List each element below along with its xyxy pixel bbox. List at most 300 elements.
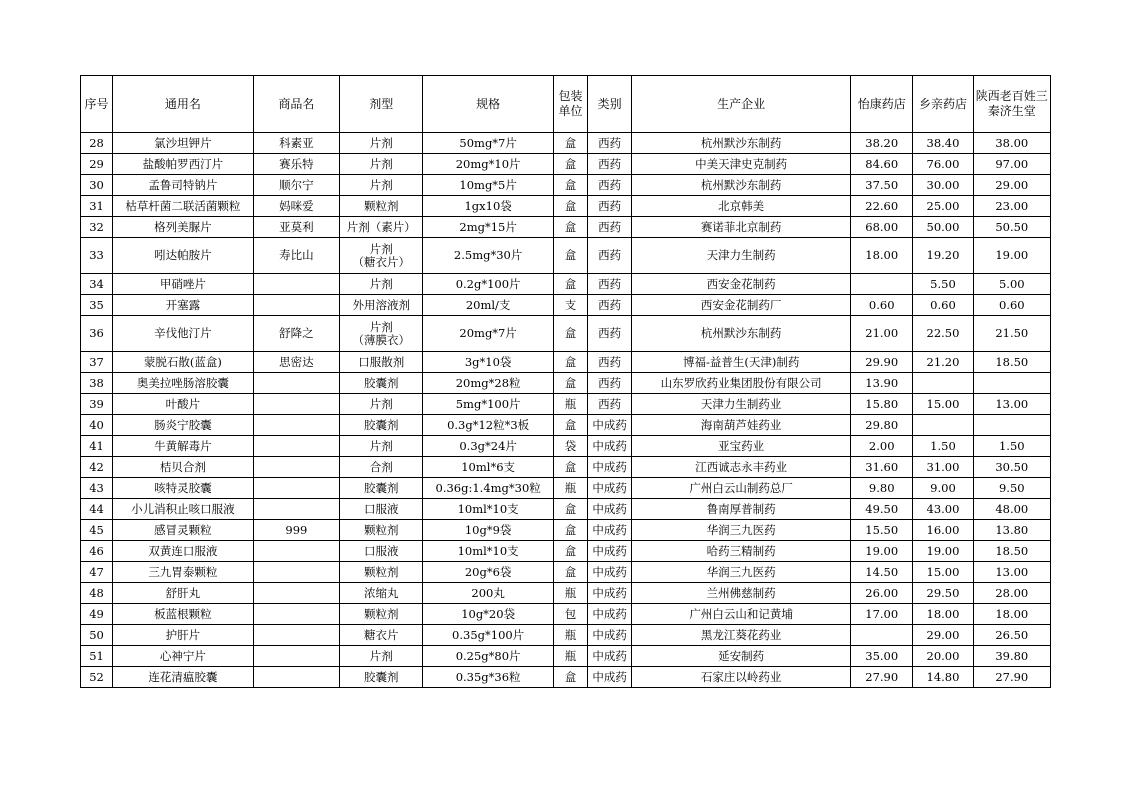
category-cell: 西药 xyxy=(588,295,632,316)
dosage-form-cell: 片剂 （糖衣片） xyxy=(340,238,423,274)
price-laobaixing-cell: 97.00 xyxy=(973,154,1050,175)
price-xiangqin-cell xyxy=(913,373,973,394)
dosage-form-cell: 颗粒剂 xyxy=(340,196,423,217)
generic-name-cell: 枯草杆菌二联活菌颗粒 xyxy=(113,196,254,217)
package-unit-cell: 盒 xyxy=(553,154,587,175)
category-cell: 中成药 xyxy=(588,604,632,625)
manufacturer-cell: 天津力生制药业 xyxy=(632,394,851,415)
table-row xyxy=(81,667,1051,688)
table-row xyxy=(81,625,1051,646)
manufacturer-cell: 西安金花制药 xyxy=(632,274,851,295)
specification-cell: 20mg*28粒 xyxy=(423,373,554,394)
dosage-form-cell: 片剂 xyxy=(340,154,423,175)
generic-name-cell: 吲达帕胺片 xyxy=(113,238,254,274)
brand-name-cell xyxy=(253,457,339,478)
drug-price-table xyxy=(80,75,1051,688)
category-cell: 中成药 xyxy=(588,646,632,667)
package-unit-cell: 盒 xyxy=(553,373,587,394)
brand-name-cell: 赛乐特 xyxy=(253,154,339,175)
dosage-form-cell: 片剂 xyxy=(340,133,423,154)
price-xiangqin-cell xyxy=(913,415,973,436)
category-cell: 西药 xyxy=(588,316,632,352)
package-unit-cell: 盒 xyxy=(553,175,587,196)
brand-name-cell xyxy=(253,499,339,520)
brand-name-cell: 999 xyxy=(253,520,339,541)
row-number-cell: 31 xyxy=(81,196,113,217)
price-laobaixing-cell: 18.50 xyxy=(973,541,1050,562)
category-cell: 中成药 xyxy=(588,625,632,646)
row-number-cell: 42 xyxy=(81,457,113,478)
brand-name-cell: 亚莫利 xyxy=(253,217,339,238)
price-yikang-cell: 84.60 xyxy=(851,154,913,175)
package-unit-cell: 瓶 xyxy=(553,394,587,415)
package-unit-cell: 盒 xyxy=(553,217,587,238)
manufacturer-cell: 华润三九医药 xyxy=(632,562,851,583)
row-number-cell: 37 xyxy=(81,352,113,373)
price-yikang-cell: 15.80 xyxy=(851,394,913,415)
table-row xyxy=(81,154,1051,175)
row-number-cell: 32 xyxy=(81,217,113,238)
specification-cell: 0.35g*36粒 xyxy=(423,667,554,688)
manufacturer-cell: 天津力生制药 xyxy=(632,238,851,274)
specification-cell: 20g*6袋 xyxy=(423,562,554,583)
specification-cell: 20mg*10片 xyxy=(423,154,554,175)
price-xiangqin-cell: 19.00 xyxy=(913,541,973,562)
brand-name-cell: 寿比山 xyxy=(253,238,339,274)
price-yikang-cell: 35.00 xyxy=(851,646,913,667)
specification-cell: 5mg*100片 xyxy=(423,394,554,415)
table-body xyxy=(81,133,1051,688)
category-cell: 西药 xyxy=(588,154,632,175)
table-row xyxy=(81,274,1051,295)
manufacturer-cell: 杭州默沙东制药 xyxy=(632,316,851,352)
category-cell: 西药 xyxy=(588,217,632,238)
price-laobaixing-cell: 50.50 xyxy=(973,217,1050,238)
category-cell: 西药 xyxy=(588,373,632,394)
price-xiangqin-cell: 22.50 xyxy=(913,316,973,352)
dosage-form-cell: 口服液 xyxy=(340,499,423,520)
manufacturer-cell: 延安制药 xyxy=(632,646,851,667)
price-xiangqin-cell: 20.00 xyxy=(913,646,973,667)
generic-name-cell: 心神宁片 xyxy=(113,646,254,667)
header-cell: 类别 xyxy=(588,76,632,133)
row-number-cell: 45 xyxy=(81,520,113,541)
package-unit-cell: 瓶 xyxy=(553,625,587,646)
brand-name-cell xyxy=(253,646,339,667)
dosage-form-cell: 片剂 xyxy=(340,436,423,457)
table-row xyxy=(81,478,1051,499)
category-cell: 中成药 xyxy=(588,541,632,562)
table-row xyxy=(81,562,1051,583)
table-row xyxy=(81,583,1051,604)
price-xiangqin-cell: 29.50 xyxy=(913,583,973,604)
generic-name-cell: 辛伐他汀片 xyxy=(113,316,254,352)
dosage-form-cell: 浓缩丸 xyxy=(340,583,423,604)
row-number-cell: 33 xyxy=(81,238,113,274)
price-xiangqin-cell: 0.60 xyxy=(913,295,973,316)
manufacturer-cell: 哈药三精制药 xyxy=(632,541,851,562)
brand-name-cell xyxy=(253,604,339,625)
price-xiangqin-cell: 29.00 xyxy=(913,625,973,646)
category-cell: 中成药 xyxy=(588,436,632,457)
category-cell: 西药 xyxy=(588,394,632,415)
specification-cell: 3g*10袋 xyxy=(423,352,554,373)
package-unit-cell: 盒 xyxy=(553,499,587,520)
price-yikang-cell xyxy=(851,274,913,295)
table-row xyxy=(81,133,1051,154)
category-cell: 中成药 xyxy=(588,457,632,478)
brand-name-cell xyxy=(253,394,339,415)
price-laobaixing-cell xyxy=(973,373,1050,394)
price-laobaixing-cell: 13.80 xyxy=(973,520,1050,541)
price-xiangqin-cell: 18.00 xyxy=(913,604,973,625)
price-laobaixing-cell: 29.00 xyxy=(973,175,1050,196)
generic-name-cell: 牛黄解毒片 xyxy=(113,436,254,457)
brand-name-cell: 顺尔宁 xyxy=(253,175,339,196)
brand-name-cell xyxy=(253,667,339,688)
row-number-cell: 48 xyxy=(81,583,113,604)
price-laobaixing-cell: 30.50 xyxy=(973,457,1050,478)
specification-cell: 10ml*10支 xyxy=(423,541,554,562)
package-unit-cell: 盒 xyxy=(553,238,587,274)
header-cell: 剂型 xyxy=(340,76,423,133)
table-row xyxy=(81,541,1051,562)
price-laobaixing-cell: 38.00 xyxy=(973,133,1050,154)
row-number-cell: 34 xyxy=(81,274,113,295)
manufacturer-cell: 亚宝药业 xyxy=(632,436,851,457)
category-cell: 中成药 xyxy=(588,667,632,688)
price-yikang-cell: 15.50 xyxy=(851,520,913,541)
specification-cell: 200丸 xyxy=(423,583,554,604)
price-xiangqin-cell: 14.80 xyxy=(913,667,973,688)
price-yikang-cell: 27.90 xyxy=(851,667,913,688)
specification-cell: 2.5mg*30片 xyxy=(423,238,554,274)
price-laobaixing-cell: 21.50 xyxy=(973,316,1050,352)
row-number-cell: 30 xyxy=(81,175,113,196)
brand-name-cell xyxy=(253,415,339,436)
category-cell: 中成药 xyxy=(588,478,632,499)
generic-name-cell: 叶酸片 xyxy=(113,394,254,415)
manufacturer-cell: 海南葫芦娃药业 xyxy=(632,415,851,436)
dosage-form-cell: 外用溶液剂 xyxy=(340,295,423,316)
price-xiangqin-cell: 9.00 xyxy=(913,478,973,499)
header-cell: 乡亲药店 xyxy=(913,76,973,133)
price-laobaixing-cell: 39.80 xyxy=(973,646,1050,667)
price-laobaixing-cell: 19.00 xyxy=(973,238,1050,274)
brand-name-cell xyxy=(253,625,339,646)
specification-cell: 0.35g*100片 xyxy=(423,625,554,646)
table-row xyxy=(81,394,1051,415)
row-number-cell: 46 xyxy=(81,541,113,562)
brand-name-cell xyxy=(253,478,339,499)
price-yikang-cell: 29.80 xyxy=(851,415,913,436)
dosage-form-cell: 片剂 （薄膜衣） xyxy=(340,316,423,352)
brand-name-cell xyxy=(253,274,339,295)
package-unit-cell: 瓶 xyxy=(553,583,587,604)
price-yikang-cell: 0.60 xyxy=(851,295,913,316)
category-cell: 中成药 xyxy=(588,499,632,520)
dosage-form-cell: 颗粒剂 xyxy=(340,562,423,583)
manufacturer-cell: 杭州默沙东制药 xyxy=(632,133,851,154)
price-xiangqin-cell: 5.50 xyxy=(913,274,973,295)
price-yikang-cell: 68.00 xyxy=(851,217,913,238)
generic-name-cell: 奥美拉唑肠溶胶囊 xyxy=(113,373,254,394)
specification-cell: 10ml*6支 xyxy=(423,457,554,478)
generic-name-cell: 肠炎宁胶囊 xyxy=(113,415,254,436)
table-row xyxy=(81,238,1051,274)
price-yikang-cell: 38.20 xyxy=(851,133,913,154)
table-row xyxy=(81,175,1051,196)
generic-name-cell: 连花清瘟胶囊 xyxy=(113,667,254,688)
package-unit-cell: 盒 xyxy=(553,196,587,217)
manufacturer-cell: 鲁南厚普制药 xyxy=(632,499,851,520)
table-row xyxy=(81,196,1051,217)
specification-cell: 0.36g:1.4mg*30粒 xyxy=(423,478,554,499)
generic-name-cell: 开塞露 xyxy=(113,295,254,316)
row-number-cell: 49 xyxy=(81,604,113,625)
category-cell: 中成药 xyxy=(588,583,632,604)
header-cell: 怡康药店 xyxy=(851,76,913,133)
price-yikang-cell: 13.90 xyxy=(851,373,913,394)
price-yikang-cell: 31.60 xyxy=(851,457,913,478)
price-xiangqin-cell: 16.00 xyxy=(913,520,973,541)
manufacturer-cell: 博福-益普生(天津)制药 xyxy=(632,352,851,373)
generic-name-cell: 桔贝合剂 xyxy=(113,457,254,478)
specification-cell: 10g*20袋 xyxy=(423,604,554,625)
manufacturer-cell: 山东罗欣药业集团股份有限公司 xyxy=(632,373,851,394)
price-xiangqin-cell: 15.00 xyxy=(913,562,973,583)
generic-name-cell: 蒙脱石散(蓝盒) xyxy=(113,352,254,373)
table-row xyxy=(81,316,1051,352)
table-row xyxy=(81,604,1051,625)
row-number-cell: 28 xyxy=(81,133,113,154)
header-cell: 生产企业 xyxy=(632,76,851,133)
specification-cell: 0.3g*12粒*3板 xyxy=(423,415,554,436)
manufacturer-cell: 华润三九医药 xyxy=(632,520,851,541)
table-row xyxy=(81,436,1051,457)
generic-name-cell: 格列美脲片 xyxy=(113,217,254,238)
row-number-cell: 50 xyxy=(81,625,113,646)
dosage-form-cell: 颗粒剂 xyxy=(340,604,423,625)
category-cell: 中成药 xyxy=(588,562,632,583)
dosage-form-cell: 片剂 xyxy=(340,175,423,196)
category-cell: 西药 xyxy=(588,133,632,154)
price-laobaixing-cell: 13.00 xyxy=(973,394,1050,415)
row-number-cell: 41 xyxy=(81,436,113,457)
price-yikang-cell: 22.60 xyxy=(851,196,913,217)
price-laobaixing-cell: 18.50 xyxy=(973,352,1050,373)
package-unit-cell: 盒 xyxy=(553,562,587,583)
manufacturer-cell: 杭州默沙东制药 xyxy=(632,175,851,196)
generic-name-cell: 孟鲁司特钠片 xyxy=(113,175,254,196)
row-number-cell: 29 xyxy=(81,154,113,175)
dosage-form-cell: 合剂 xyxy=(340,457,423,478)
price-laobaixing-cell: 13.00 xyxy=(973,562,1050,583)
table-row xyxy=(81,415,1051,436)
row-number-cell: 52 xyxy=(81,667,113,688)
package-unit-cell: 盒 xyxy=(553,352,587,373)
package-unit-cell: 袋 xyxy=(553,436,587,457)
package-unit-cell: 盒 xyxy=(553,133,587,154)
price-xiangqin-cell: 21.20 xyxy=(913,352,973,373)
brand-name-cell xyxy=(253,562,339,583)
category-cell: 西药 xyxy=(588,196,632,217)
brand-name-cell: 思密达 xyxy=(253,352,339,373)
price-yikang-cell: 14.50 xyxy=(851,562,913,583)
manufacturer-cell: 中美天津史克制药 xyxy=(632,154,851,175)
row-number-cell: 47 xyxy=(81,562,113,583)
manufacturer-cell: 江西诚志永丰药业 xyxy=(632,457,851,478)
price-laobaixing-cell: 0.60 xyxy=(973,295,1050,316)
package-unit-cell: 盒 xyxy=(553,667,587,688)
price-yikang-cell: 26.00 xyxy=(851,583,913,604)
dosage-form-cell: 片剂 xyxy=(340,394,423,415)
price-xiangqin-cell: 30.00 xyxy=(913,175,973,196)
price-yikang-cell: 49.50 xyxy=(851,499,913,520)
row-number-cell: 39 xyxy=(81,394,113,415)
price-yikang-cell: 9.80 xyxy=(851,478,913,499)
generic-name-cell: 小儿消积止咳口服液 xyxy=(113,499,254,520)
category-cell: 中成药 xyxy=(588,520,632,541)
price-yikang-cell: 37.50 xyxy=(851,175,913,196)
package-unit-cell: 盒 xyxy=(553,415,587,436)
brand-name-cell xyxy=(253,436,339,457)
brand-name-cell xyxy=(253,541,339,562)
dosage-form-cell: 口服散剂 xyxy=(340,352,423,373)
dosage-form-cell: 片剂（素片） xyxy=(340,217,423,238)
table-row xyxy=(81,646,1051,667)
package-unit-cell: 支 xyxy=(553,295,587,316)
dosage-form-cell: 胶囊剂 xyxy=(340,478,423,499)
price-xiangqin-cell: 43.00 xyxy=(913,499,973,520)
manufacturer-cell: 赛诺菲北京制药 xyxy=(632,217,851,238)
brand-name-cell xyxy=(253,373,339,394)
price-xiangqin-cell: 50.00 xyxy=(913,217,973,238)
specification-cell: 50mg*7片 xyxy=(423,133,554,154)
price-yikang-cell xyxy=(851,625,913,646)
dosage-form-cell: 颗粒剂 xyxy=(340,520,423,541)
price-laobaixing-cell xyxy=(973,415,1050,436)
category-cell: 西药 xyxy=(588,175,632,196)
table-row xyxy=(81,295,1051,316)
category-cell: 西药 xyxy=(588,352,632,373)
table-row xyxy=(81,217,1051,238)
dosage-form-cell: 口服液 xyxy=(340,541,423,562)
generic-name-cell: 甲硝唑片 xyxy=(113,274,254,295)
price-laobaixing-cell: 5.00 xyxy=(973,274,1050,295)
price-laobaixing-cell: 9.50 xyxy=(973,478,1050,499)
header-cell: 包装单位 xyxy=(553,76,587,133)
price-laobaixing-cell: 27.90 xyxy=(973,667,1050,688)
manufacturer-cell: 西安金花制药厂 xyxy=(632,295,851,316)
package-unit-cell: 瓶 xyxy=(553,478,587,499)
dosage-form-cell: 胶囊剂 xyxy=(340,667,423,688)
manufacturer-cell: 北京韩美 xyxy=(632,196,851,217)
package-unit-cell: 盒 xyxy=(553,520,587,541)
generic-name-cell: 盐酸帕罗西汀片 xyxy=(113,154,254,175)
package-unit-cell: 瓶 xyxy=(553,646,587,667)
dosage-form-cell: 片剂 xyxy=(340,646,423,667)
price-yikang-cell: 29.90 xyxy=(851,352,913,373)
price-laobaixing-cell: 1.50 xyxy=(973,436,1050,457)
package-unit-cell: 盒 xyxy=(553,457,587,478)
row-number-cell: 43 xyxy=(81,478,113,499)
price-laobaixing-cell: 48.00 xyxy=(973,499,1050,520)
brand-name-cell xyxy=(253,295,339,316)
generic-name-cell: 板蓝根颗粒 xyxy=(113,604,254,625)
specification-cell: 10mg*5片 xyxy=(423,175,554,196)
price-laobaixing-cell: 26.50 xyxy=(973,625,1050,646)
table-row xyxy=(81,373,1051,394)
price-laobaixing-cell: 28.00 xyxy=(973,583,1050,604)
price-laobaixing-cell: 23.00 xyxy=(973,196,1050,217)
table-row xyxy=(81,457,1051,478)
specification-cell: 0.3g*24片 xyxy=(423,436,554,457)
generic-name-cell: 感冒灵颗粒 xyxy=(113,520,254,541)
brand-name-cell: 妈咪爱 xyxy=(253,196,339,217)
header-cell: 序号 xyxy=(81,76,113,133)
category-cell: 中成药 xyxy=(588,415,632,436)
specification-cell: 1gx10袋 xyxy=(423,196,554,217)
price-xiangqin-cell: 1.50 xyxy=(913,436,973,457)
specification-cell: 10ml*10支 xyxy=(423,499,554,520)
table-row xyxy=(81,499,1051,520)
dosage-form-cell: 糖衣片 xyxy=(340,625,423,646)
manufacturer-cell: 石家庄以岭药业 xyxy=(632,667,851,688)
price-xiangqin-cell: 38.40 xyxy=(913,133,973,154)
category-cell: 西药 xyxy=(588,274,632,295)
package-unit-cell: 盒 xyxy=(553,274,587,295)
generic-name-cell: 三九胃泰颗粒 xyxy=(113,562,254,583)
dosage-form-cell: 片剂 xyxy=(340,274,423,295)
manufacturer-cell: 黑龙江葵花药业 xyxy=(632,625,851,646)
generic-name-cell: 氯沙坦钾片 xyxy=(113,133,254,154)
table-row xyxy=(81,352,1051,373)
header-cell: 商品名 xyxy=(253,76,339,133)
header-row xyxy=(81,76,1051,133)
row-number-cell: 38 xyxy=(81,373,113,394)
row-number-cell: 36 xyxy=(81,316,113,352)
generic-name-cell: 双黄连口服液 xyxy=(113,541,254,562)
package-unit-cell: 盒 xyxy=(553,316,587,352)
generic-name-cell: 咳特灵胶囊 xyxy=(113,478,254,499)
price-yikang-cell: 18.00 xyxy=(851,238,913,274)
specification-cell: 20ml/支 xyxy=(423,295,554,316)
manufacturer-cell: 兰州佛慈制药 xyxy=(632,583,851,604)
price-xiangqin-cell: 25.00 xyxy=(913,196,973,217)
brand-name-cell: 科素亚 xyxy=(253,133,339,154)
specification-cell: 0.25g*80片 xyxy=(423,646,554,667)
specification-cell: 20mg*7片 xyxy=(423,316,554,352)
price-xiangqin-cell: 19.20 xyxy=(913,238,973,274)
brand-name-cell xyxy=(253,583,339,604)
header-cell: 规格 xyxy=(423,76,554,133)
package-unit-cell: 包 xyxy=(553,604,587,625)
price-xiangqin-cell: 15.00 xyxy=(913,394,973,415)
price-xiangqin-cell: 76.00 xyxy=(913,154,973,175)
package-unit-cell: 盒 xyxy=(553,541,587,562)
price-yikang-cell: 2.00 xyxy=(851,436,913,457)
price-yikang-cell: 21.00 xyxy=(851,316,913,352)
dosage-form-cell: 胶囊剂 xyxy=(340,415,423,436)
row-number-cell: 44 xyxy=(81,499,113,520)
specification-cell: 2mg*15片 xyxy=(423,217,554,238)
generic-name-cell: 舒肝丸 xyxy=(113,583,254,604)
header-cell: 陕西老百姓三秦济生堂 xyxy=(973,76,1050,133)
price-yikang-cell: 17.00 xyxy=(851,604,913,625)
category-cell: 西药 xyxy=(588,238,632,274)
manufacturer-cell: 广州白云山制药总厂 xyxy=(632,478,851,499)
